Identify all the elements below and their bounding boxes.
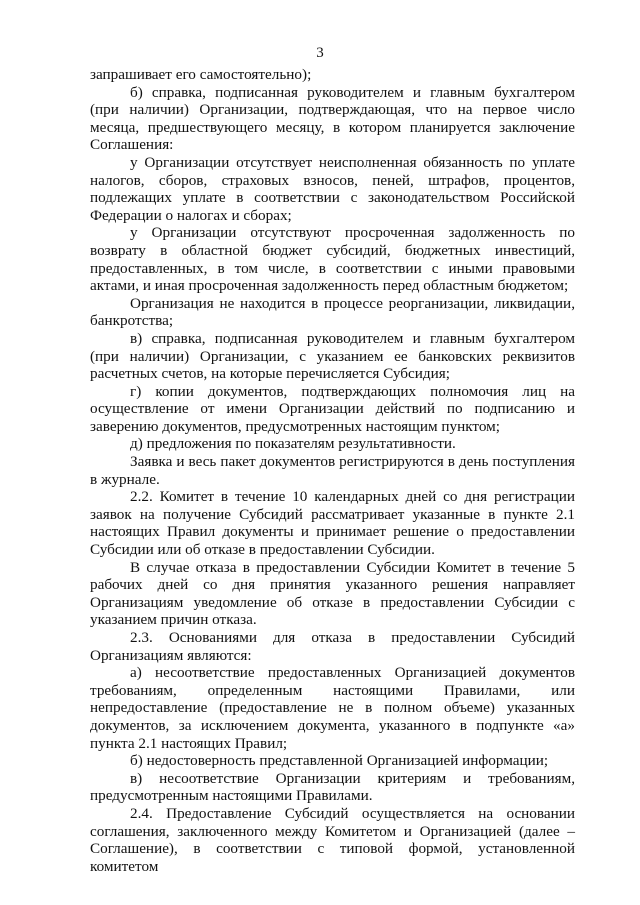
document-body bbox=[90, 66, 575, 875]
paragraph-continuation: запрашивает его самостоятельно); bbox=[90, 66, 312, 83]
paragraph-no-reorganization: Организация не находится в процессе реорганизации, ликвидации, банкротства; bbox=[90, 294, 575, 330]
paragraph-refusal-notice: В случае отказа в предоставлении Субсидии Комитет в течение 5 рабочих дней со дня принятия указанного решения направляет Организациям уведомление об отказе в предоставлении Субсидии с указанием причин отказа. bbox=[90, 558, 575, 629]
paragraph-reason-v: в) несоответствие Организации критериям и требованиям, предусмотренным настоящими Правилами. bbox=[90, 769, 575, 805]
paragraph-reason-b: б) недостоверность представленной Организацией информации; bbox=[130, 752, 549, 770]
paragraph-item-b: б) справка, подписанная руководителем и главным бухгалтером (при наличии) Организации, подтверждающая, что на первое число месяца, предшествующего месяцу, в котором планируется заключение Соглашения: bbox=[90, 83, 575, 154]
paragraph-2-4: 2.4. Предоставление Субсидий осуществляется на основании соглашения, заключенного между Комитетом и Организацией (далее – Соглашение), в соответствии с типовой формой, установленной комитетом bbox=[90, 804, 575, 875]
paragraph-2-3: 2.3. Основаниями для отказа в предоставлении Субсидий Организациям являются: bbox=[90, 629, 575, 664]
paragraph-registration: Заявка и весь пакет документов регистрируются в день поступления в журнале. bbox=[90, 453, 575, 488]
paragraph-2-2: 2.2. Комитет в течение 10 календарных дней со дня регистрации заявок на получение Субсидий рассматривает указанные в пункте 2.1 настоящих Правил документы и принимает решение о предоставлении Субсидии или об отказе в предоставлении Субсидии. bbox=[90, 488, 575, 559]
paragraph-item-v: в) справка, подписанная руководителем и главным бухгалтером (при наличии) Организации, с указанием ее банковских реквизитов расчетных счетов, на которые перечисляется Субсидия; bbox=[90, 329, 575, 383]
page-number: 3 bbox=[316, 45, 324, 61]
paragraph-item-g: г) копии документов, подтверждающих полномочия лиц на осуществление от имени Организации действий по подписанию и заверению документов, предусмотренных настоящим пунктом; bbox=[90, 382, 575, 435]
paragraph-reason-a: а) несоответствие предоставленных Организацией документов требованиям, определенным настоящими Правилами, или непредоставление (предоставление не в полном объеме) указанных документов, за исключением документа, указанного в подпункте «а» пункта 2.1 настоящих Правил; bbox=[90, 664, 575, 752]
paragraph-no-budget-debt: у Организации отсутствуют просроченная задолженность по возврату в областной бюджет субсидий, бюджетных инвестиций, предоставленных, в том числе, в соответствии с иными правовыми актами, и иная просроченная задолженность перед областным бюджетом; bbox=[90, 224, 575, 295]
paragraph-item-d: д) предложения по показателям результативности. bbox=[130, 435, 456, 453]
paragraph-no-tax-debt: у Организации отсутствует неисполненная обязанность по уплате налогов, сборов, страховых взносов, пеней, штрафов, процентов, подлежащих уплате в соответствии с законодательством Российской Федерации о налогах и сборах; bbox=[90, 153, 575, 224]
